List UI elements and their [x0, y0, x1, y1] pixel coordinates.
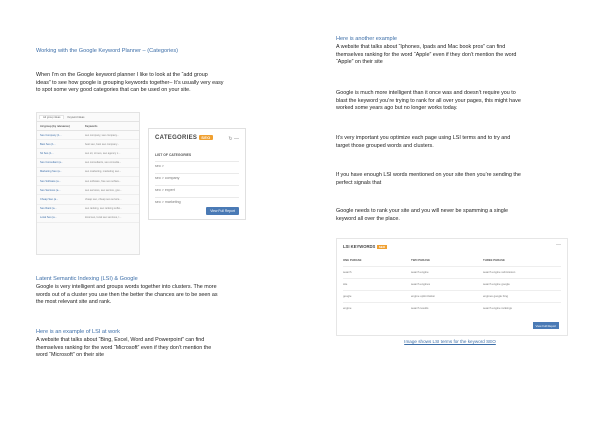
phrase-cell: search engine submission	[483, 270, 516, 274]
text-line: “Apple” on their site	[336, 59, 383, 66]
column-one-phrase: ONE PHRASE	[343, 258, 362, 262]
category-item[interactable]: seo > expert	[155, 185, 239, 194]
category-item[interactable]: seo > marketing	[155, 197, 239, 206]
paragraph-lsi	[36, 284, 218, 307]
text-line: It’s very important you optimize each page using LSI terms and to try and	[336, 135, 511, 141]
keywords-cell: cheap seo, cheap seo service...	[85, 197, 122, 201]
ad-group-link[interactable]: Cheap Seo (a...	[40, 197, 59, 201]
text-line: themselves ranking for the word “Apple” even if they don’t mention the word	[336, 51, 517, 58]
paragraph-optimize	[336, 135, 510, 150]
category-item[interactable]: seo > company	[155, 173, 239, 182]
phrase-cell: search engine google	[483, 282, 510, 286]
text-line: target those grouped words and clusters.	[336, 142, 434, 149]
text-line: the most relevant site and rank.	[36, 299, 112, 306]
text-line: Google is very intelligent and groups words together into clusters. The more	[36, 284, 217, 290]
text-line: word “Microsoft” on their site	[36, 352, 105, 359]
right-page	[300, 0, 600, 424]
phrase-cell: engine	[343, 306, 352, 310]
categories-subtitle: LIST OF CATEGORIES	[155, 153, 192, 157]
text-line: perfect signals that	[336, 179, 382, 186]
paragraph-apple-example	[336, 44, 516, 67]
paragraph-lsi-example	[36, 337, 211, 360]
phrase-cell: site	[343, 282, 348, 286]
keyword-tabs	[37, 113, 139, 122]
table-row	[37, 149, 139, 158]
table-row	[343, 290, 561, 301]
categories-title-text: CATEGORIES	[155, 135, 198, 142]
heading-another-example: Here is another example	[336, 36, 397, 42]
paragraph-keyword-planner	[36, 72, 223, 95]
table-row	[343, 266, 561, 277]
image-caption: Image shows LSI terms for the keyword SEO	[404, 339, 496, 344]
minimize-icon[interactable]: —	[234, 136, 239, 142]
text-line: words out of a cluster you use then the better the chances are to be seen as	[36, 291, 218, 298]
keywords-cell: seo consultants, seo consulta...	[85, 161, 122, 165]
phrase-cell: search engine rankings	[483, 306, 512, 310]
phrase-cell: engine optimization	[411, 294, 436, 298]
text-line: If you have enough LSI words mentioned on your site then you’re sending the	[336, 172, 521, 178]
table-row	[37, 214, 139, 223]
text-line: A website that talks about “Iphones, Ipads and Mac book pros” can find	[336, 44, 506, 50]
text-line: ideas” to see how google is grouping keywords together– It’s usually very easy	[36, 79, 224, 86]
table-row	[37, 186, 139, 195]
lsi-badge: SEO	[378, 245, 386, 249]
table-row	[343, 278, 561, 289]
ad-group-link[interactable]: Seo Rank (a...	[40, 207, 57, 211]
phrase-cell: search engines	[411, 282, 430, 286]
keywords-cell: seo services, seo service, goo...	[85, 188, 122, 192]
ad-group-link[interactable]: Sit Seo (1...	[40, 151, 54, 155]
table-row	[37, 195, 139, 204]
lsi-keywords-screenshot	[336, 238, 568, 336]
paragraph-rank-site	[336, 208, 508, 223]
table-row	[37, 131, 139, 140]
ad-group-link[interactable]: Seo Services (a...	[40, 188, 61, 192]
table-row	[37, 205, 139, 214]
ad-group-link[interactable]: Marketing Seo (a...	[40, 170, 62, 174]
keywords-cell: seo ranking, seo ranking softw...	[85, 207, 123, 211]
minimize-icon[interactable]: —	[556, 242, 561, 248]
text-line: blast the keyword you’re trying to rank for all over your pages, this might have	[336, 97, 521, 104]
view-full-report-button[interactable]: View Full Report	[533, 322, 559, 329]
keywords-cell: seo sit, sit seo, seo agency c...	[85, 151, 121, 155]
phrase-cell: google	[343, 294, 352, 298]
heading-lsi-example: Here is an example of LSI at work	[36, 329, 120, 335]
lsi-title	[343, 244, 387, 249]
column-two-phrase: TWO PHRASE	[411, 258, 430, 262]
table-header	[37, 122, 139, 131]
text-line: to spot some very good categories that can be used on your site.	[36, 87, 191, 94]
table-row	[37, 140, 139, 149]
phrase-cell: search results	[411, 306, 429, 310]
ad-group-link[interactable]: Seo Software (a...	[40, 179, 61, 183]
lsi-title-text: LSI KEYWORDS	[343, 244, 376, 249]
text-line: A website that talks about “Bing, Excel, Word and Powerpoint” can find	[36, 337, 205, 343]
ad-group-link[interactable]: Local Seo (a...	[40, 216, 57, 220]
tab-keyword-ideas[interactable]: Keyword ideas	[67, 115, 85, 119]
categories-panel	[148, 128, 246, 220]
table-row	[37, 159, 139, 168]
phrase-cell: search engine	[411, 270, 429, 274]
column-three-phrase: THREE PHRASE	[483, 258, 505, 262]
categories-badge: SEO	[201, 135, 211, 140]
refresh-icon[interactable]: ↻	[228, 136, 233, 142]
keywords-cell: seo marketing, marketing seo...	[85, 170, 122, 174]
keywords-cell: local seo, local seo services, l...	[85, 216, 122, 220]
table-row	[37, 177, 139, 186]
heading-keyword-planner: Working with the Google Keyword Planner – (Categories)	[36, 48, 178, 54]
keywords-cell: seo company, seo company...	[85, 133, 120, 137]
ad-group-link[interactable]: Best Seo (1...	[40, 142, 56, 146]
phrase-cell: search	[343, 270, 352, 274]
text-line: worked some years ago but no longer works today.	[336, 105, 458, 112]
paragraph-google-intelligent	[336, 90, 521, 113]
text-line: Google is much more intelligent than it once was and doesn’t require you to	[336, 90, 516, 96]
text-line: Google needs to rank your site and you will never be spamming a single	[336, 208, 508, 214]
keywords-cell: seo software, free seo softwa...	[85, 179, 121, 183]
ad-group-link[interactable]: Seo Consultant (a...	[40, 161, 63, 165]
panel-actions	[228, 136, 239, 142]
heading-lsi: Latent Semantic Indexing (LSI) & Google	[36, 276, 138, 282]
tab-ad-group-ideas[interactable]: Ad group ideas	[39, 115, 64, 119]
phrase-cell: engines google bing	[483, 294, 509, 298]
view-full-report-button[interactable]: View Full Report	[206, 207, 239, 215]
column-ad-group: Ad group (by relevance)	[40, 124, 70, 128]
text-line: keyword all over the place.	[336, 215, 400, 222]
keyword-ideas-screenshot	[36, 112, 140, 255]
keywords-cell: best seo, best seo company...	[85, 142, 120, 146]
paragraph-signals	[336, 172, 521, 187]
text-line: When I’m on the Google keyword planner I like to look at the “add group	[36, 72, 208, 78]
ad-group-link[interactable]: Seo Company (1...	[40, 133, 62, 137]
column-keywords: Keywords	[85, 124, 98, 128]
table-row	[37, 168, 139, 177]
text-line: themselves ranking for the word “Microsoft” even if they don’t mention the	[36, 344, 212, 351]
category-item[interactable]: seo >	[155, 161, 239, 170]
lsi-table-header	[343, 258, 561, 262]
table-row	[343, 302, 561, 313]
categories-title	[155, 135, 213, 141]
